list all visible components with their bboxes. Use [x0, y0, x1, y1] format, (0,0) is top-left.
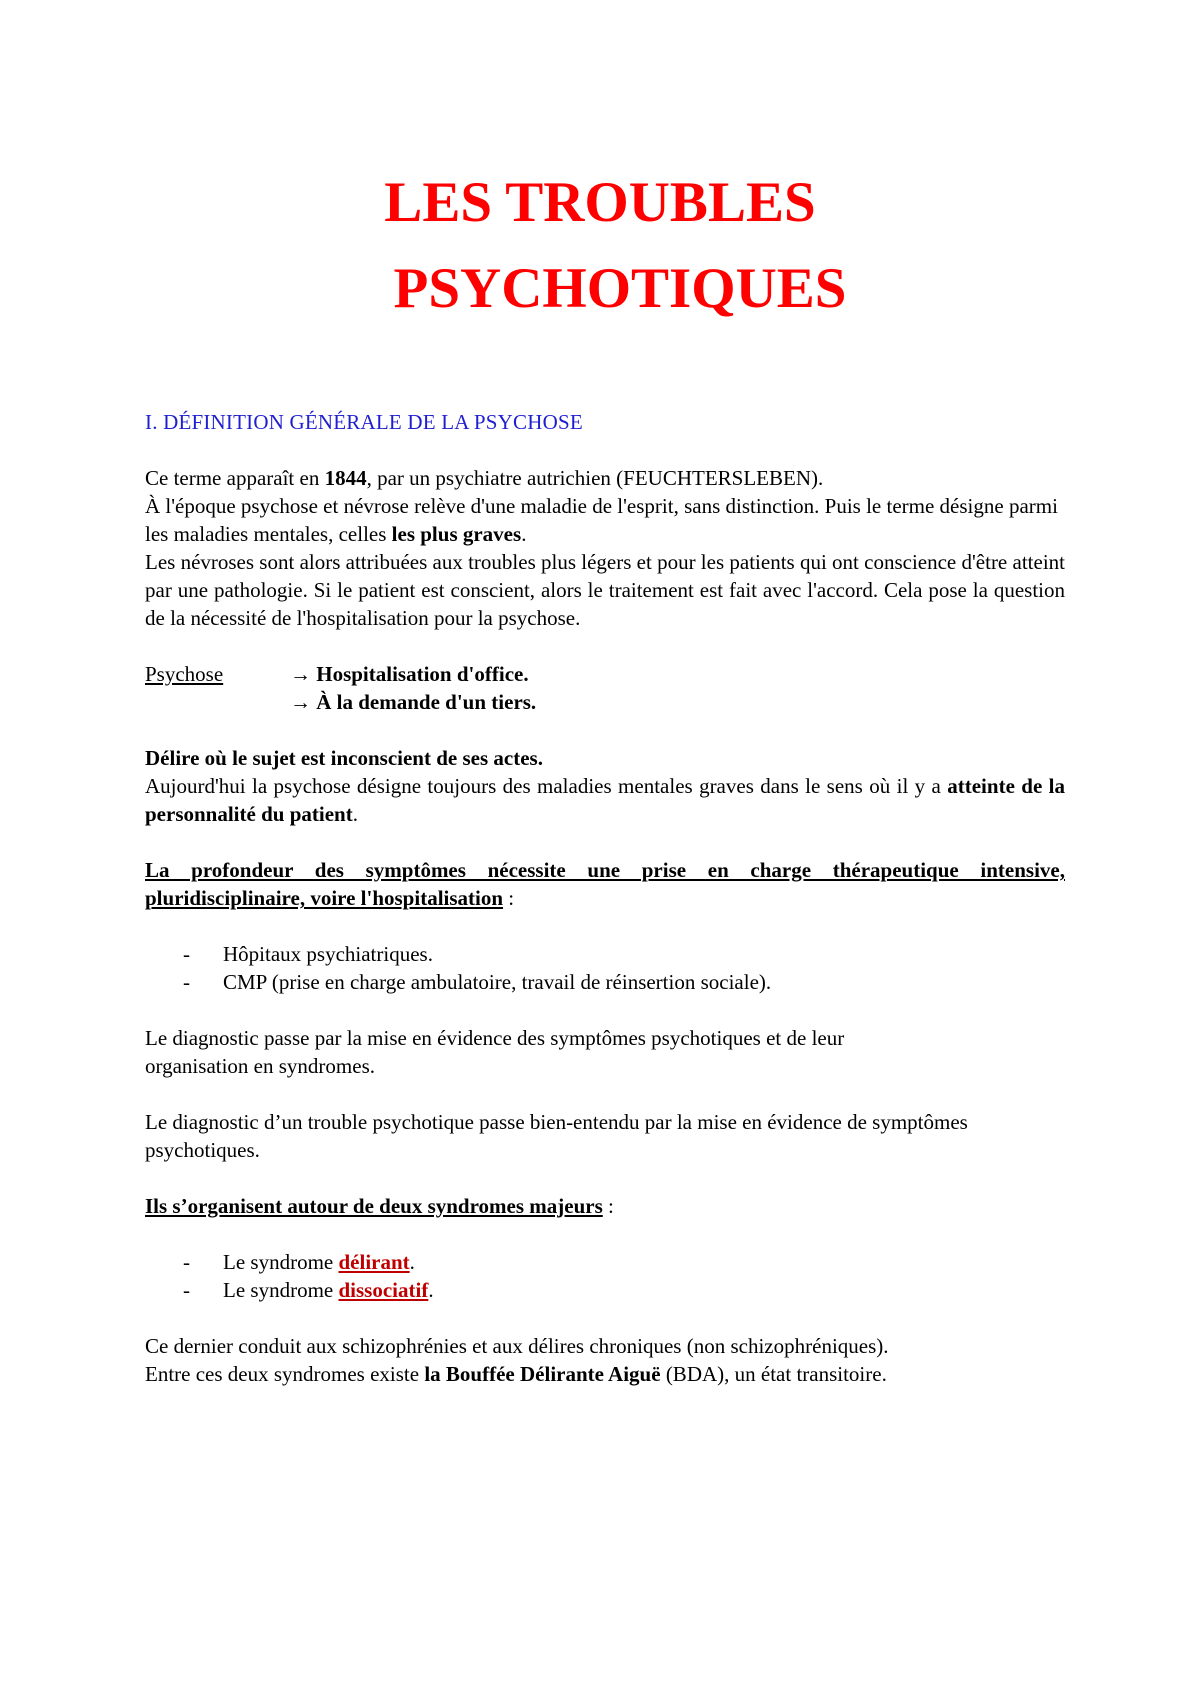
list-dash: - — [183, 1278, 190, 1302]
psychose-item: → Hospitalisation d'office. — [290, 662, 529, 686]
text-span: . — [428, 1278, 434, 1302]
text-span: : — [602, 1194, 614, 1218]
text-span: , par un psychiatre autrichien (FEUCHTERSLEBEN). — [366, 466, 824, 490]
bold-text: Délire où le sujet est inconscient de ses actes. — [145, 746, 543, 770]
syndrome-delirant-link[interactable]: délirant — [338, 1250, 410, 1274]
document-title — [0, 160, 1200, 332]
list-item-text: CMP (prise en charge ambulatoire, travail de réinsertion sociale). — [223, 970, 772, 994]
list-item — [145, 1248, 1065, 1276]
text-span: À l'époque psychose et névrose relève d'une maladie de l'esprit, sans distinction. Puis le terme désigne parmi les maladies mentales, celles — [145, 494, 1058, 546]
bold-text: la Bouffée Délirante Aiguë — [424, 1362, 661, 1386]
paragraph-nevroses: Les névroses sont alors attribuées aux troubles plus légers et pour les patients qui ont conscience d'être atteint par une pathologie. Si le patient est conscient, alors le traitement est fait avec l'accord. Cela pose la question de la nécessité de l'hospitalisation pour la psychose. — [145, 550, 1065, 630]
bold-text: atteinte de la personnalité du patient — [145, 774, 1065, 826]
text-span: Ce terme apparaît en — [145, 466, 325, 490]
paragraph-profondeur — [145, 856, 1065, 912]
psychose-row-1 — [145, 660, 1065, 688]
underlined-bold-text: La profondeur des symptômes nécessite une prise en charge thérapeutique intensive, pluridisciplinaire, voire l'hospitalisation — [145, 858, 1065, 910]
list-item-text — [223, 1276, 434, 1304]
delire-bold-line — [145, 744, 1065, 772]
list-dash: - — [183, 1250, 190, 1274]
text-span: . — [352, 802, 358, 826]
text-span: . — [521, 522, 527, 546]
title-line-2: PSYCHOTIQUES — [393, 257, 847, 320]
text-span: Entre ces deux syndromes existe — [145, 1362, 425, 1386]
psychose-label-spacer — [145, 688, 290, 716]
text-span: Le syndrome — [223, 1278, 339, 1302]
list-dash: - — [183, 942, 190, 966]
list-dash: - — [183, 970, 190, 994]
year-bold: 1844 — [324, 466, 367, 490]
text-span: Aujourd'hui la psychose désigne toujours des maladies mentales graves dans le sens où il y a — [145, 774, 948, 798]
paragraph-aujourdhui — [145, 772, 1065, 828]
syndrome-dissociatif-link[interactable]: dissociatif — [338, 1278, 429, 1302]
list-item — [145, 968, 1065, 996]
paragraph-origin — [145, 464, 1065, 492]
paragraph-epoque — [145, 492, 1065, 548]
paragraph-organisent — [145, 1192, 1065, 1220]
text-span: Le syndrome — [223, 1250, 339, 1274]
psychose-item: → À la demande d'un tiers. — [290, 690, 537, 714]
text-span: . — [409, 1250, 415, 1274]
list-item — [145, 1276, 1065, 1304]
paragraph-final-1: Ce dernier conduit aux schizophrénies et aux délires chroniques (non schizophréniques). — [145, 1334, 889, 1358]
title-line-1: LES TROUBLES — [384, 171, 816, 234]
bold-text: les plus graves — [391, 522, 522, 546]
paragraph-diagnostic-2: Le diagnostic d’un trouble psychotique passe bien-entendu par la mise en évidence de symptômes psychotiques. — [145, 1110, 968, 1162]
list-item — [145, 940, 1065, 968]
psychose-row-2 — [145, 688, 1065, 716]
text-span: (BDA), un état transitoire. — [660, 1362, 887, 1386]
list-item-text — [223, 1248, 415, 1276]
paragraph-diagnostic-1: Le diagnostic passe par la mise en évidence des symptômes psychotiques et de leur organisation en syndromes. — [145, 1026, 845, 1078]
document-body — [145, 408, 1065, 1388]
text-span: : — [503, 886, 515, 910]
section-heading: I. DÉFINITION GÉNÉRALE DE LA PSYCHOSE — [145, 410, 583, 434]
list-item-text: Hôpitaux psychiatriques. — [223, 942, 433, 966]
underlined-bold-text: Ils s’organisent autour de deux syndromes majeurs — [145, 1194, 603, 1218]
psychose-label: Psychose — [145, 662, 224, 686]
paragraph-final-2 — [145, 1360, 1065, 1388]
